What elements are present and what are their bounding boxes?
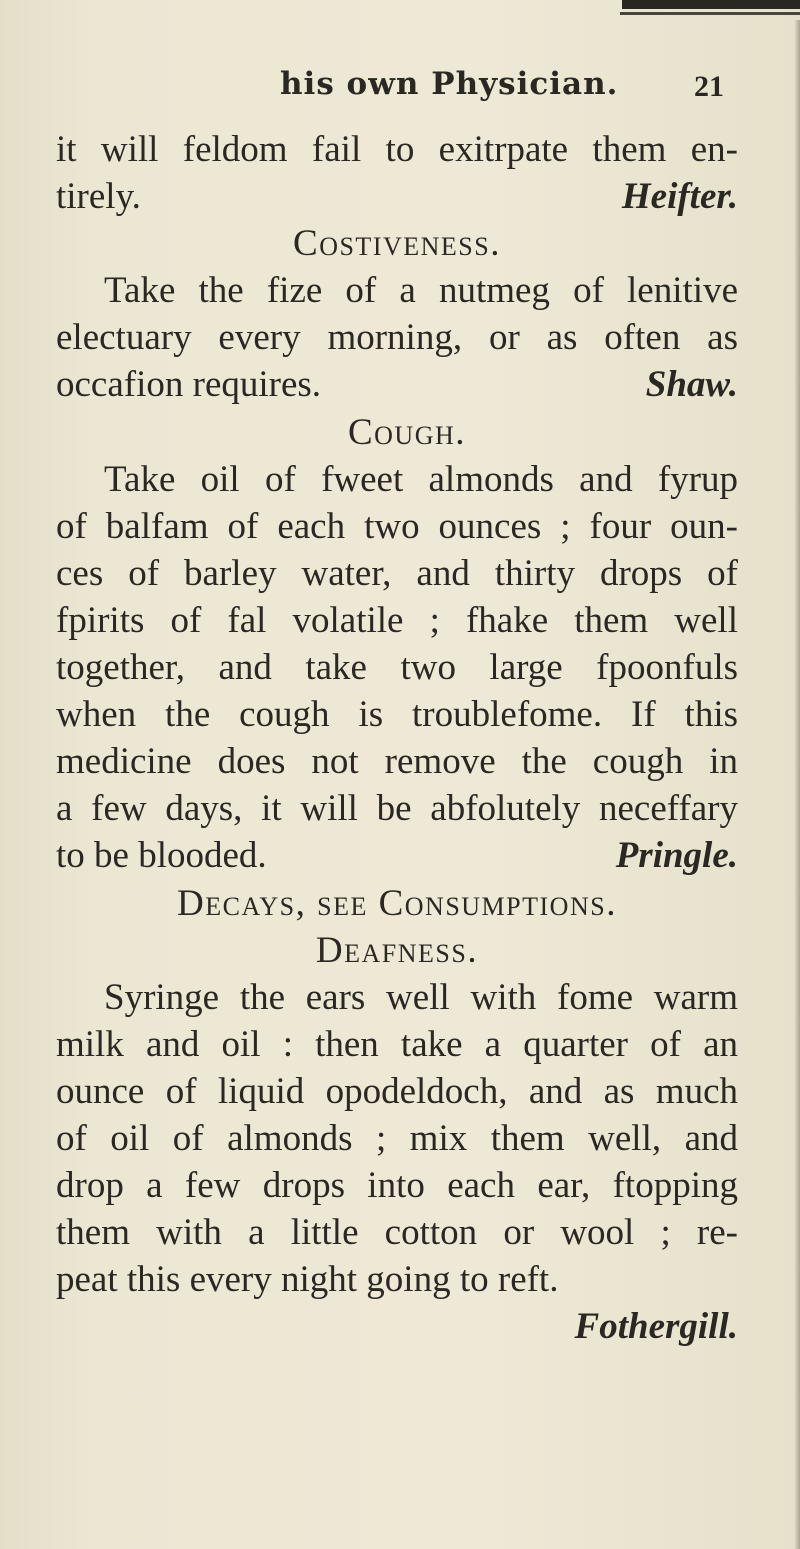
text-line: medicine does not remove the cough in [56,741,738,783]
text-line: when the cough is troublefome. If this [56,694,738,736]
text-line: tirely. [56,176,141,218]
author-citation: Shaw. [645,364,738,406]
text-line: drop a few drops into each ear, ftopping [56,1165,738,1207]
author-citation: Fothergill. [574,1306,738,1348]
text-line: fpirits of fal volatile ; fhake them well [56,599,738,641]
text-line-with-author [56,832,738,879]
page-number: 21 [694,70,724,103]
author-citation: Pringle. [615,835,738,877]
author-citation-line [56,1303,738,1350]
text-line: electuary every morning, or as often as [56,317,738,359]
text-line: it will feldom fail to exitrpate them en- [56,129,738,170]
text-line: together, and take two large fpoonfuls [56,647,738,689]
author-citation: Heifter. [621,176,738,218]
text-line: to be blooded. [56,835,267,877]
page-edge-shadow [794,20,800,1549]
text-line: of oil of almonds ; mix them well, and [56,1117,738,1159]
text-line: milk and oil : then take a quarter of an [56,1023,738,1065]
text-line: of balfam of each two ounces ; four oun- [56,505,738,547]
page-text [56,126,738,1350]
section-heading-costiveness: Costiveness. [293,223,501,265]
top-rule [622,0,800,9]
text-line: Take the fize of a nutmeg of lenitive [104,270,738,312]
text-line: them with a little cotton or wool ; re- [56,1212,738,1254]
section-heading-decays: Decays, see Consumptions. [177,882,617,924]
text-line: occafion requires. [56,364,322,406]
running-head: his own Physician. [280,66,619,102]
text-line: ounce of liquid opodeldoch, and as much [56,1070,738,1112]
text-line: ces of barley water, and thirty drops of [56,552,738,594]
top-rule-thin [620,12,800,15]
text-line-with-author [56,173,738,220]
text-line: peat this every night going to reft. [56,1259,559,1301]
text-line: a few days, it will be abfolutely neceffary [56,788,738,830]
text-line-with-author [56,361,738,408]
section-heading-deafness: Deafness. [315,929,479,971]
section-heading-cough: Cough. [347,411,467,453]
text-line: Take oil of fweet almonds and fyrup [104,458,738,500]
page-header [0,64,800,108]
text-line: Syringe the ears well with fome warm [104,976,738,1018]
